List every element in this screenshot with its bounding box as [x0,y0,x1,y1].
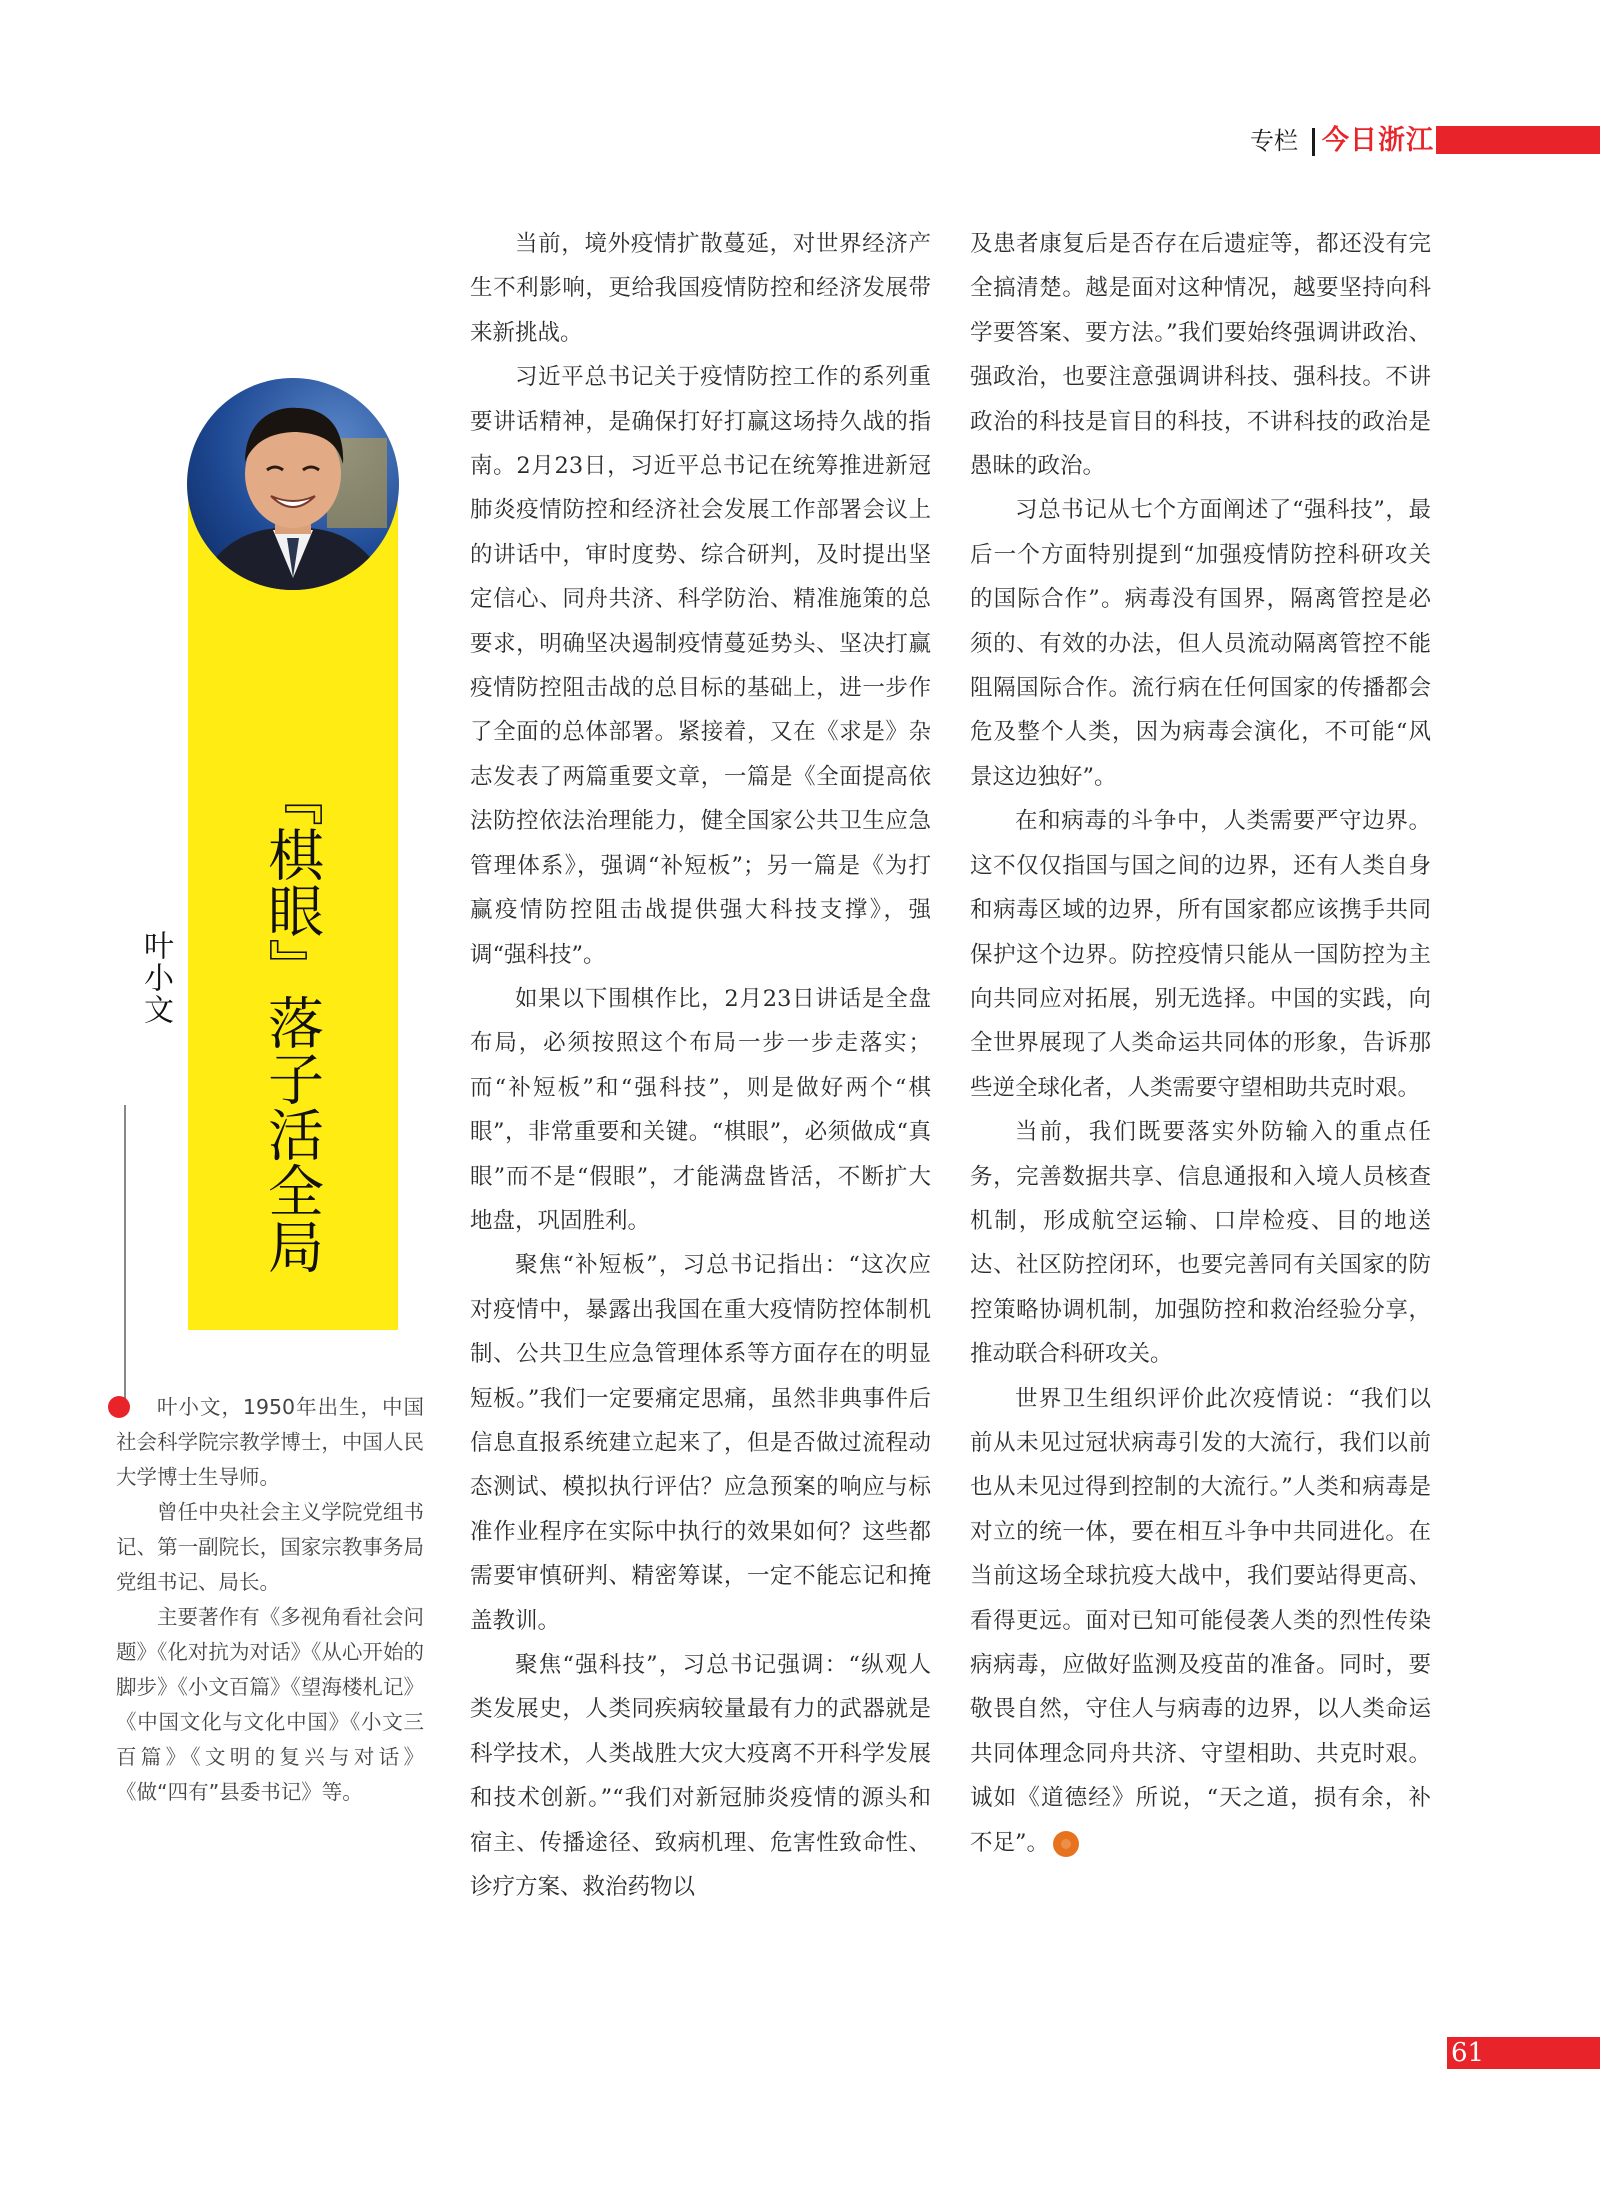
bio-paragraph: 叶小文，1950年出生，中国社会科学院宗教学博士，中国人民大学博士生导师。 [116,1395,424,1489]
body-paragraph-continued: 及患者康复后是否存在后遗症等，都还没有完全搞清楚。越是面对这种情况，越要坚持向科学要答案、要方法。”我们要始终强调讲政治、强政治，也要注意强调讲科技、强科技。不讲政治的科技是盲目的科技，不讲科技的政治是愚昧的政治。 [970,231,1431,480]
body-paragraph: 聚焦“强科技”，习总书记强调：“纵观人类发展史，人类同疾病较量最有力的武器就是科学技术，人类战胜大灾大疫离不开科学发展和技术创新。”“我们对新冠肺炎疫情的源头和宿主、传播途径、致病机理、危害性致命性、诊疗方案、救治药物以 [470,1652,931,1901]
author-name: 叶小文 [138,930,173,1026]
body-column-left [470,222,931,1909]
header-divider [1312,128,1315,156]
body-paragraph: 如果以下围棋作比，2月23日讲话是全盘布局，必须按照这个布局一步一步走落实；而“补短板”和“强科技”，则是做好两个“棋眼”，非常重要和关键。“棋眼”，必须做成“真眼”而不是“假眼”，才能满盘皆活，不断扩大地盘，巩固胜利。 [470,985,931,1234]
body-paragraph: 当前，我们既要落实外防输入的重点任务，完善数据共享、信息通报和入境人员核查机制，形成航空运输、口岸检疫、目的地送达、社区防控闭环，也要完善同有关国家的防控策略协调机制，加强防控和救治经验分享，推动联合科研攻关。 [970,1119,1431,1368]
body-paragraph: 习近平总书记关于疫情防控工作的系列重要讲话精神，是确保打好打赢这场持久战的指南。2月23日，习近平总书记在统筹推进新冠肺炎疫情防控和经济社会发展工作部署会议上的讲话中，审时度势、综合研判，及时提出坚定信心、同舟共济、科学防治、精准施策的总要求，明确坚决遏制疫情蔓延势头、坚决打赢疫情防控阻击战的总目标的基础上，进一步作了全面的总体部署。紧接着，又在《求是》杂志发表了两篇重要文章，一篇是《全面提高依法防控依法治理能力，健全国家公共卫生应急管理体系》，强调“补短板”；另一篇是《为打赢疫情防控阻击战提供强大科技支撑》，强调“强科技”。 [470,364,931,968]
brand-logo: 今日浙江 [1322,125,1434,156]
end-mark-icon [1053,1831,1079,1857]
author-portrait [187,378,399,590]
body-paragraph: 当前，境外疫情扩散蔓延，对世界经济产生不利影响，更给我国疫情防控和经济发展带来新挑战。 [470,231,931,346]
author-divider-line [124,1105,126,1405]
article-title: 『棋眼』落子活全局 [259,770,324,1274]
bio-paragraph: 曾任中央社会主义学院党组书记、第一副院长，国家宗教事务局党组书记、局长。 [116,1500,424,1594]
author-bio [116,1390,424,1810]
body-paragraph: 在和病毒的斗争中，人类需要严守边界。这不仅仅指国与国之间的边界，还有人类自身和病毒区域的边界，所有国家都应该携手共同保护这个边界。防控疫情只能从一国防控为主向共同应对拓展，别无选择。中国的实践，向全世界展现了人类命运共同体的形象，告诉那些逆全球化者，人类需要守望相助共克时艰。 [970,808,1431,1101]
header-red-bar [1436,126,1600,154]
page-header [1250,124,1600,158]
body-paragraph-final [970,1377,1431,1865]
bio-paragraph: 主要著作有《多视角看社会问题》《化对抗为对话》《从心开始的脚步》《小文百篇》《望海楼札记》《中国文化与文化中国》《小文三百篇》《文明的复兴与对话》《做“四有”县委书记》等。 [116,1605,424,1804]
page-number: 61 [1451,2038,1485,2068]
body-column-right [970,222,1431,1865]
section-label: 专栏 [1250,127,1298,155]
body-paragraph: 习总书记从七个方面阐述了“强科技”，最后一个方面特别提到“加强疫情防控科研攻关的国际合作”。病毒没有国界，隔离管控是必须的、有效的办法，但人员流动隔离管控不能阻隔国际合作。流行病在任何国家的传播都会危及整个人类，因为病毒会演化，不可能“风景这边独好”。 [970,497,1431,790]
final-text: 世界卫生组织评价此次疫情说：“我们以前从未见过冠状病毒引发的大流行，我们以前也从未见过得到控制的大流行。”人类和病毒是对立的统一体，要在相互斗争中共同进化。在当前这场全球抗疫大战中，我们要站得更高、看得更远。面对已知可能侵袭人类的烈性传染病病毒，应做好监测及疫苗的准备。同时，要敬畏自然，守住人与病毒的边界，以人类命运共同体理念同舟共济、守望相助、共克时艰。诚如《道德经》所说，“天之道，损有余，补不足”。 [970,1385,1431,1856]
body-paragraph: 聚焦“补短板”，习总书记指出：“这次应对疫情中，暴露出我国在重大疫情防控体制机制、公共卫生应急管理体系等方面存在的明显短板。”我们一定要痛定思痛，虽然非典事件后信息直报系统建立起来了，但是否做过流程动态测试、模拟执行评估？应急预案的响应与标准作业程序在实际中执行的效果如何？这些都需要审慎研判、精密筹谋，一定不能忘记和掩盖教训。 [470,1252,931,1634]
